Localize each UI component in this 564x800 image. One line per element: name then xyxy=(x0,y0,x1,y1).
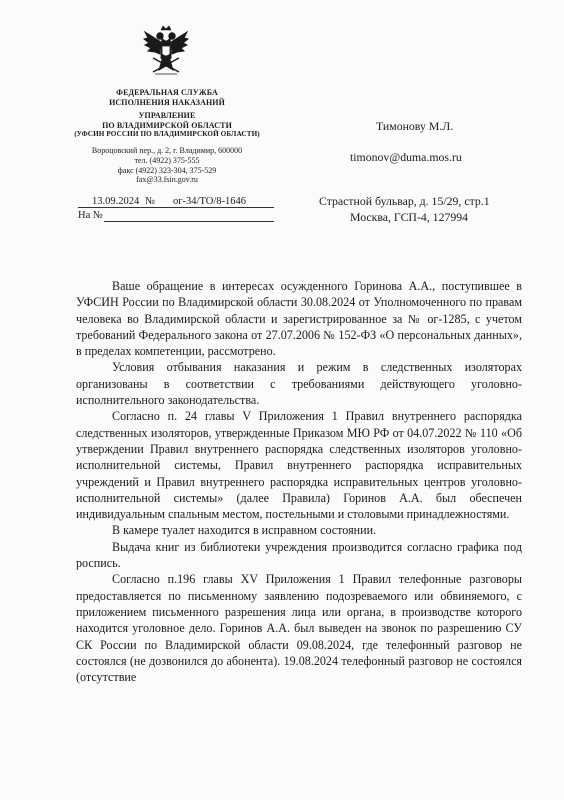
body-paragraph: Согласно п. 24 главы V Приложения 1 Правил внутреннего распорядка следственных изоляторов, утвержденные Приказом МЮ РФ от 04.07.2022 № 110 «Об утверждении Правил внутреннего распорядка следственных изоляторов уголовно-исполнительной системы, Правил внутреннего распорядка исправительных учреждений и Правил внутреннего распорядка исправительных центров уголовно-исполнительной системы» (далее Правила) Горинов А.А. был обеспечен индивидуальным спальным местом, постельными и столовыми принадлежностями. xyxy=(76,409,522,522)
body-paragraph: В камере туалет находится в исправном состоянии. xyxy=(112,523,377,538)
eagle-emblem-icon xyxy=(141,24,191,84)
addressee-city: Москва, ГСП-4, 127994 xyxy=(350,210,469,224)
body-paragraph: Согласно п.196 главы XV Приложения 1 Правил телефонные разговоры предоставляется по письменному заявлению подозреваемого или обвиняемого, с приложением письменного разрешения лица или органа, в производстве которого находится уголовное дело. Горинов А.А. был выведен на звонок по разрешению СУ СК России по Владимирской области 09.08.2024, где телефонный разговор не состоялся (не дозвонился до абонента). 19.08.2024 телефонный разговор не состоялся (отсутствие xyxy=(76,572,522,685)
registration-no-label: № xyxy=(145,196,156,207)
body-paragraph: Ваше обращение в интересах осужденного Горинова А.А., поступившее в УФСИН России по Владимирской области 30.08.2024 от Уполномоченного по правам человека во Владимирской области и зарегистрированное за № ог-1285, с учетом требований Федерального закона от 27.07.2006 № 152-ФЗ «О персональных данных», в пределах компетенции, рассмотрено. xyxy=(76,279,522,359)
org-line: УПРАВЛЕНИЕ xyxy=(138,111,196,120)
addressee-street: Страстной бульвар, д. 15/29, стр.1 xyxy=(319,194,490,208)
body-paragraph: Выдача книг из библиотеки учреждения производится согласно графика под роспись. xyxy=(76,539,522,571)
addressee-name: Тимонову М.Л. xyxy=(376,119,454,133)
org-fax: факс (4922) 323-304, 375-529 xyxy=(117,165,217,175)
organization-header xyxy=(62,88,272,140)
registration-row xyxy=(78,196,274,210)
org-phone: тел. (4922) 375-555 xyxy=(134,155,200,165)
org-address: Вороцовский пер., д. 2, г. Владимир, 600000 xyxy=(91,146,243,155)
registration-number: ог-34/ТО/8-1646 xyxy=(173,196,246,207)
registration-block xyxy=(78,196,274,224)
org-email: fax@33.fsin.gov.ru xyxy=(136,175,198,185)
body-paragraph: Условия отбывания наказания и режим в следственных изоляторах организованы в соответствии с требованиями действующего уголовно-исполнительного законодательства. xyxy=(76,360,522,408)
reference-row xyxy=(78,210,274,224)
addressee-email: timonov@duma.mos.ru xyxy=(350,150,462,164)
org-line: ФЕДЕРАЛЬНАЯ СЛУЖБА xyxy=(116,88,218,97)
org-line: ИСПОЛНЕНИЯ НАКАЗАНИЙ xyxy=(109,97,225,107)
letter-body xyxy=(76,278,522,685)
reference-label: На № xyxy=(78,210,103,221)
organization-contacts xyxy=(62,146,272,185)
registration-date: 13.09.2024 xyxy=(92,196,140,207)
org-line: (УФСИН РОССИИ ПО ВЛАДИМИРСКОЙ ОБЛАСТИ) xyxy=(74,130,260,138)
org-line: ПО ВЛАДИМИРСКОЙ ОБЛАСТИ xyxy=(102,120,232,130)
